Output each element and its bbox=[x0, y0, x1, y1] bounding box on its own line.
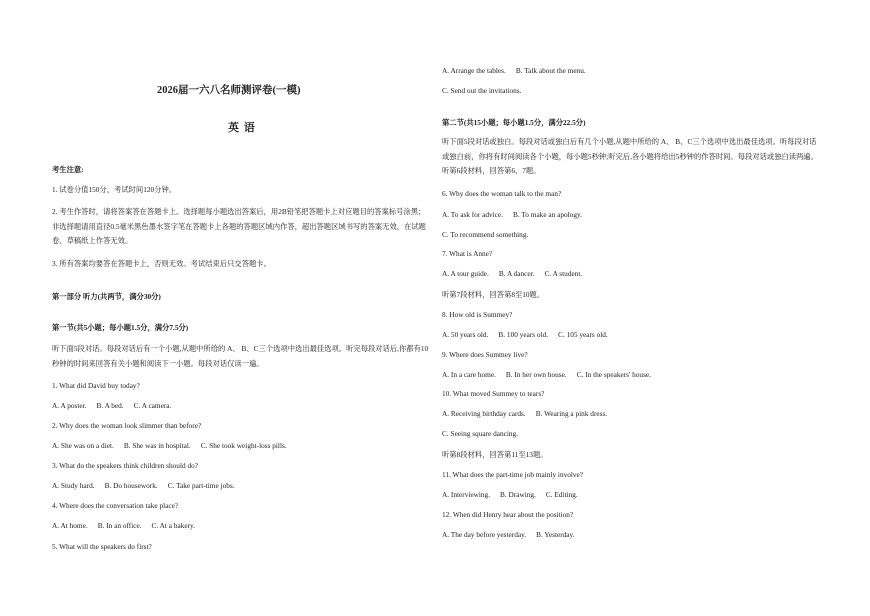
option-b[interactable]: B. A dancer. bbox=[498, 269, 535, 278]
section1-instructions: 听下面5段对话。每段对话后有一个小题,从题中所给的 A、 B、C三个选项中选出最佳选项。听完每段对话后,你都有10秒钟的时间来回答有关小题和阅读下一小题。每段对话仅读一遍。 bbox=[52, 344, 429, 368]
option-a[interactable]: A. Interviewing. bbox=[442, 490, 491, 499]
question-options bbox=[442, 409, 617, 418]
question-text: 3. What do the speakers think children should do? bbox=[52, 461, 198, 470]
option-b[interactable]: B. In an office. bbox=[97, 521, 142, 530]
option-b[interactable]: B. Do housework. bbox=[104, 481, 158, 490]
question-options bbox=[52, 481, 245, 490]
option-b[interactable]: B. Yesterday. bbox=[536, 530, 575, 539]
question-text: 2. Why does the woman look slimmer than before? bbox=[52, 421, 202, 430]
option-c[interactable]: C. She took weight-loss pills. bbox=[200, 441, 287, 450]
option-a[interactable]: A. To ask for advice. bbox=[442, 210, 503, 219]
section2-heading: 第二节(共15小题；每小题1.5分，满分22.5分) bbox=[442, 118, 586, 127]
option-a[interactable]: A. Receiving birthday cards. bbox=[442, 409, 526, 418]
question-options bbox=[442, 210, 592, 219]
option-a[interactable]: A. A poster. bbox=[52, 401, 87, 410]
option-c[interactable]: C. To recommend something. bbox=[442, 230, 529, 239]
notice-item-3: 3. 所有答案均要答在答题卡上，否则无效。考试结束后只交答题卡。 bbox=[52, 259, 271, 268]
question-options bbox=[52, 401, 181, 410]
question-options bbox=[442, 330, 618, 339]
option-c[interactable]: C. Take part-time jobs. bbox=[167, 481, 235, 490]
option-c[interactable]: C. In the speakers' house. bbox=[576, 370, 651, 379]
question-options bbox=[442, 429, 528, 438]
option-b[interactable]: B. 100 years old. bbox=[498, 330, 549, 339]
question-text: 4. Where does the conversation take place? bbox=[52, 501, 179, 510]
option-a[interactable]: A. A tour guide. bbox=[442, 269, 489, 278]
question-options bbox=[442, 269, 592, 278]
option-a[interactable]: A. The day before yesterday. bbox=[442, 530, 527, 539]
option-c[interactable]: C. A camera. bbox=[133, 401, 172, 410]
notice-item-1: 1. 试卷分值150分，考试时间120分钟。 bbox=[52, 185, 177, 194]
option-b[interactable]: B. Talk about the menu. bbox=[515, 66, 586, 75]
option-c[interactable]: C. Seeing square dancing. bbox=[442, 429, 518, 438]
option-a[interactable]: A. She was on a diet. bbox=[52, 441, 114, 450]
notice-heading: 考生注意: bbox=[52, 165, 84, 174]
question-text: 12. When did Henry hear about the position? bbox=[442, 510, 574, 519]
subject-title: 英 语 bbox=[228, 122, 256, 134]
question-options bbox=[52, 441, 297, 450]
question-options bbox=[442, 370, 661, 379]
option-b[interactable]: B. In her own house. bbox=[505, 370, 567, 379]
listening-note: 听第8段材料，回答第11至13题。 bbox=[442, 450, 548, 459]
option-c[interactable]: C. A student. bbox=[544, 269, 583, 278]
option-b[interactable]: B. Drawing. bbox=[500, 490, 536, 499]
option-a[interactable]: A. At home. bbox=[52, 521, 88, 530]
listening-note: 听第7段材料，回答第8至10题。 bbox=[442, 290, 545, 299]
question-text: 6. Why does the woman talk to the man? bbox=[442, 189, 562, 198]
option-a[interactable]: A. Arrange the tables. bbox=[442, 66, 506, 75]
part1-heading: 第一部分 听力(共两节，满分30分) bbox=[52, 292, 161, 301]
option-b[interactable]: B. To make an apology. bbox=[512, 210, 582, 219]
option-a[interactable]: A. Study hard. bbox=[52, 481, 95, 490]
question-text: 10. What moved Summey to tears? bbox=[442, 389, 545, 398]
option-c[interactable]: C. Editing. bbox=[545, 490, 578, 499]
option-c[interactable]: C. At a bakery. bbox=[151, 521, 196, 530]
question-options bbox=[52, 521, 205, 530]
section1-heading: 第一节(共5小题；每小题1.5分，满分7.5分) bbox=[52, 323, 189, 332]
question-text: 8. How old is Summey? bbox=[442, 310, 513, 319]
option-b[interactable]: B. She was in hospital. bbox=[123, 441, 191, 450]
option-b[interactable]: B. Wearing a pink dress. bbox=[535, 409, 608, 418]
option-c[interactable]: C. 105 years old. bbox=[558, 330, 608, 339]
question-text: 7. What is Anne? bbox=[442, 249, 493, 258]
option-a[interactable]: A. In a care home. bbox=[442, 370, 496, 379]
option-a[interactable]: A. 50 years old. bbox=[442, 330, 489, 339]
question-options bbox=[442, 230, 538, 239]
question-options bbox=[442, 86, 531, 95]
option-c[interactable]: C. Send out the invitations. bbox=[442, 86, 522, 95]
section2-instructions: 听下面5段对话或独白。每段对话或独白后有几个小题,从题中所给的 A、 B、C三个选项中选出最佳选项。听每段对话或独白前，你将有时间阅读各个小题，每小题5秒钟;听完后,各小题将给出5秒钟的作答时间。每段对话或独白读两遍。听第6段材料，回答第6、7题。 bbox=[442, 137, 818, 175]
question-text: 1. What did David buy today? bbox=[52, 381, 140, 390]
question-options bbox=[442, 66, 596, 75]
question-text: 11. What does the part-time job mainly involve? bbox=[442, 470, 584, 479]
option-b[interactable]: B. A bed. bbox=[96, 401, 124, 410]
exam-title: 2026届一六八名师测评卷(一模) bbox=[157, 85, 301, 96]
question-options bbox=[442, 490, 588, 499]
question-text: 9. Where does Summey live? bbox=[442, 350, 528, 359]
notice-item-2: 2. 考生作答时，请将答案答在答题卡上。选择题每小题选出答案后，用2B铅笔把答题卡上对应题目的答案标号涂黑；非选择题请用直径0.5毫米黑色墨水签字笔在答题卡上各题的答题区域内作答，超出答题区域书写的答案无效，在试题卷、草稿纸上作答无效。 bbox=[52, 207, 426, 245]
question-options bbox=[442, 530, 585, 539]
question-text: 5. What will the speakers do first? bbox=[52, 542, 152, 551]
